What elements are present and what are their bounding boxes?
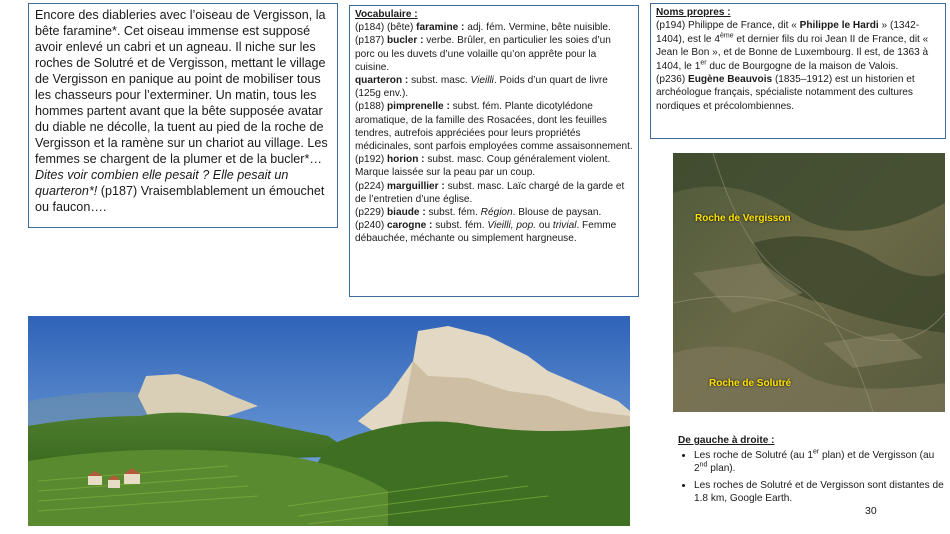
caption-item: • Les roche de Solutré (au 1er plan) et de Vergisson (au 2nd plan). <box>694 449 948 475</box>
page-number: 30 <box>865 505 877 517</box>
vocabulary-box <box>349 5 639 297</box>
name-entry-philippe: (p194) Philippe de France, dit « Philippe le Hardi » (1342-1404), est le 4ème et dernier fils du roi Jean II de France, dit « Jean le Bon », et de Bonne de Luxembourg. Il est, de 1363 à 1404, le 1er duc de Bourgogne de la maison de Valois. <box>656 20 929 72</box>
map-label-solutre: Roche de Solutré <box>709 378 792 389</box>
story-paragraph: Encore des diableries avec l’oiseau de Vergisson, la bête faramine*. Cet oiseau immense est supposé avoir enlevé un cabri et un agneau. Il niche sur les roches de Solutré et de Vergisson, mettant le village de Vergisson en panique au point de mobiliser tous les chasseurs pour l’exterminer. Un matin, tous les hommes partent avant que la bête supposée avatar du diable ne décolle, la tuent au pied de la roche de Vergisson et la ramène sur un chariot au village. Les femmes se chargent de la plumer et de la bucler*… <box>35 8 328 166</box>
vocab-entry: (p229) biaude : subst. fém. Région. Blouse de paysan. <box>355 207 602 219</box>
map-label-vergisson: Roche de Vergisson <box>695 213 791 224</box>
satellite-map-graphic <box>673 153 945 412</box>
caption-heading: De gauche à droite : <box>678 435 775 446</box>
landscape-photo-graphic <box>28 316 630 526</box>
vocab-entry: (p188) pimprenelle : subst. fém. Plante dicotylédone aromatique, de la famille des Rosacées, dont les feuilles tendres, autrefois appréciées pour leurs propriétés médicinales, sont parfois employées comme assaisonnement. <box>355 101 633 153</box>
caption-list <box>678 449 948 505</box>
vocab-entry: (p192) horion : subst. masc. Coup généralement violent. Marque laissée sur la peau par un coup. <box>355 154 611 179</box>
caption-item: • Les roches de Solutré et de Vergisson sont distantes de 1.8 km, Google Earth. <box>694 479 948 505</box>
name-entry-beauvois: (p236) Eugène Beauvois (1835–1912) est un historien et archéologue français, spécialiste notamment des cultures nordiques et précolombiennes. <box>656 74 915 112</box>
vocab-entry: (p184) (bête) faramine : adj. fém. Vermine, bête nuisible. <box>355 22 611 34</box>
image-caption <box>678 434 948 508</box>
vocabulary-heading: Vocabulaire : <box>355 9 418 20</box>
landscape-photo <box>28 316 630 526</box>
vocab-entry: (p224) marguillier : subst. masc. Laïc chargé de la garde et de l’entretien d’une église. <box>355 180 625 205</box>
satellite-map-image <box>673 153 945 412</box>
story-quote: Dites voir combien elle pesait ? Elle pesait un quarteron*! <box>35 168 289 198</box>
story-text-box <box>28 3 338 228</box>
proper-names-box <box>650 3 946 139</box>
story-tail: (p187) Vraisemblablement un émouchet ou faucon…. <box>35 184 325 214</box>
vocab-entry: (p240) carogne : subst. fém. Vieilli, pop. ou trivial. Femme débauchée, méchante ou simplement hargneuse. <box>355 220 617 245</box>
vocab-entry: quarteron : subst. masc. Vieilli. Poids d’un quart de livre (125g env.). <box>355 75 608 100</box>
vocab-entry: (p187) bucler : verbe. Brûler, en particulier les soies d’un porc ou les duvets d’une volaille qu’on apprête pour la cuisine. <box>355 35 611 73</box>
proper-names-heading: Noms propres : <box>656 7 731 18</box>
